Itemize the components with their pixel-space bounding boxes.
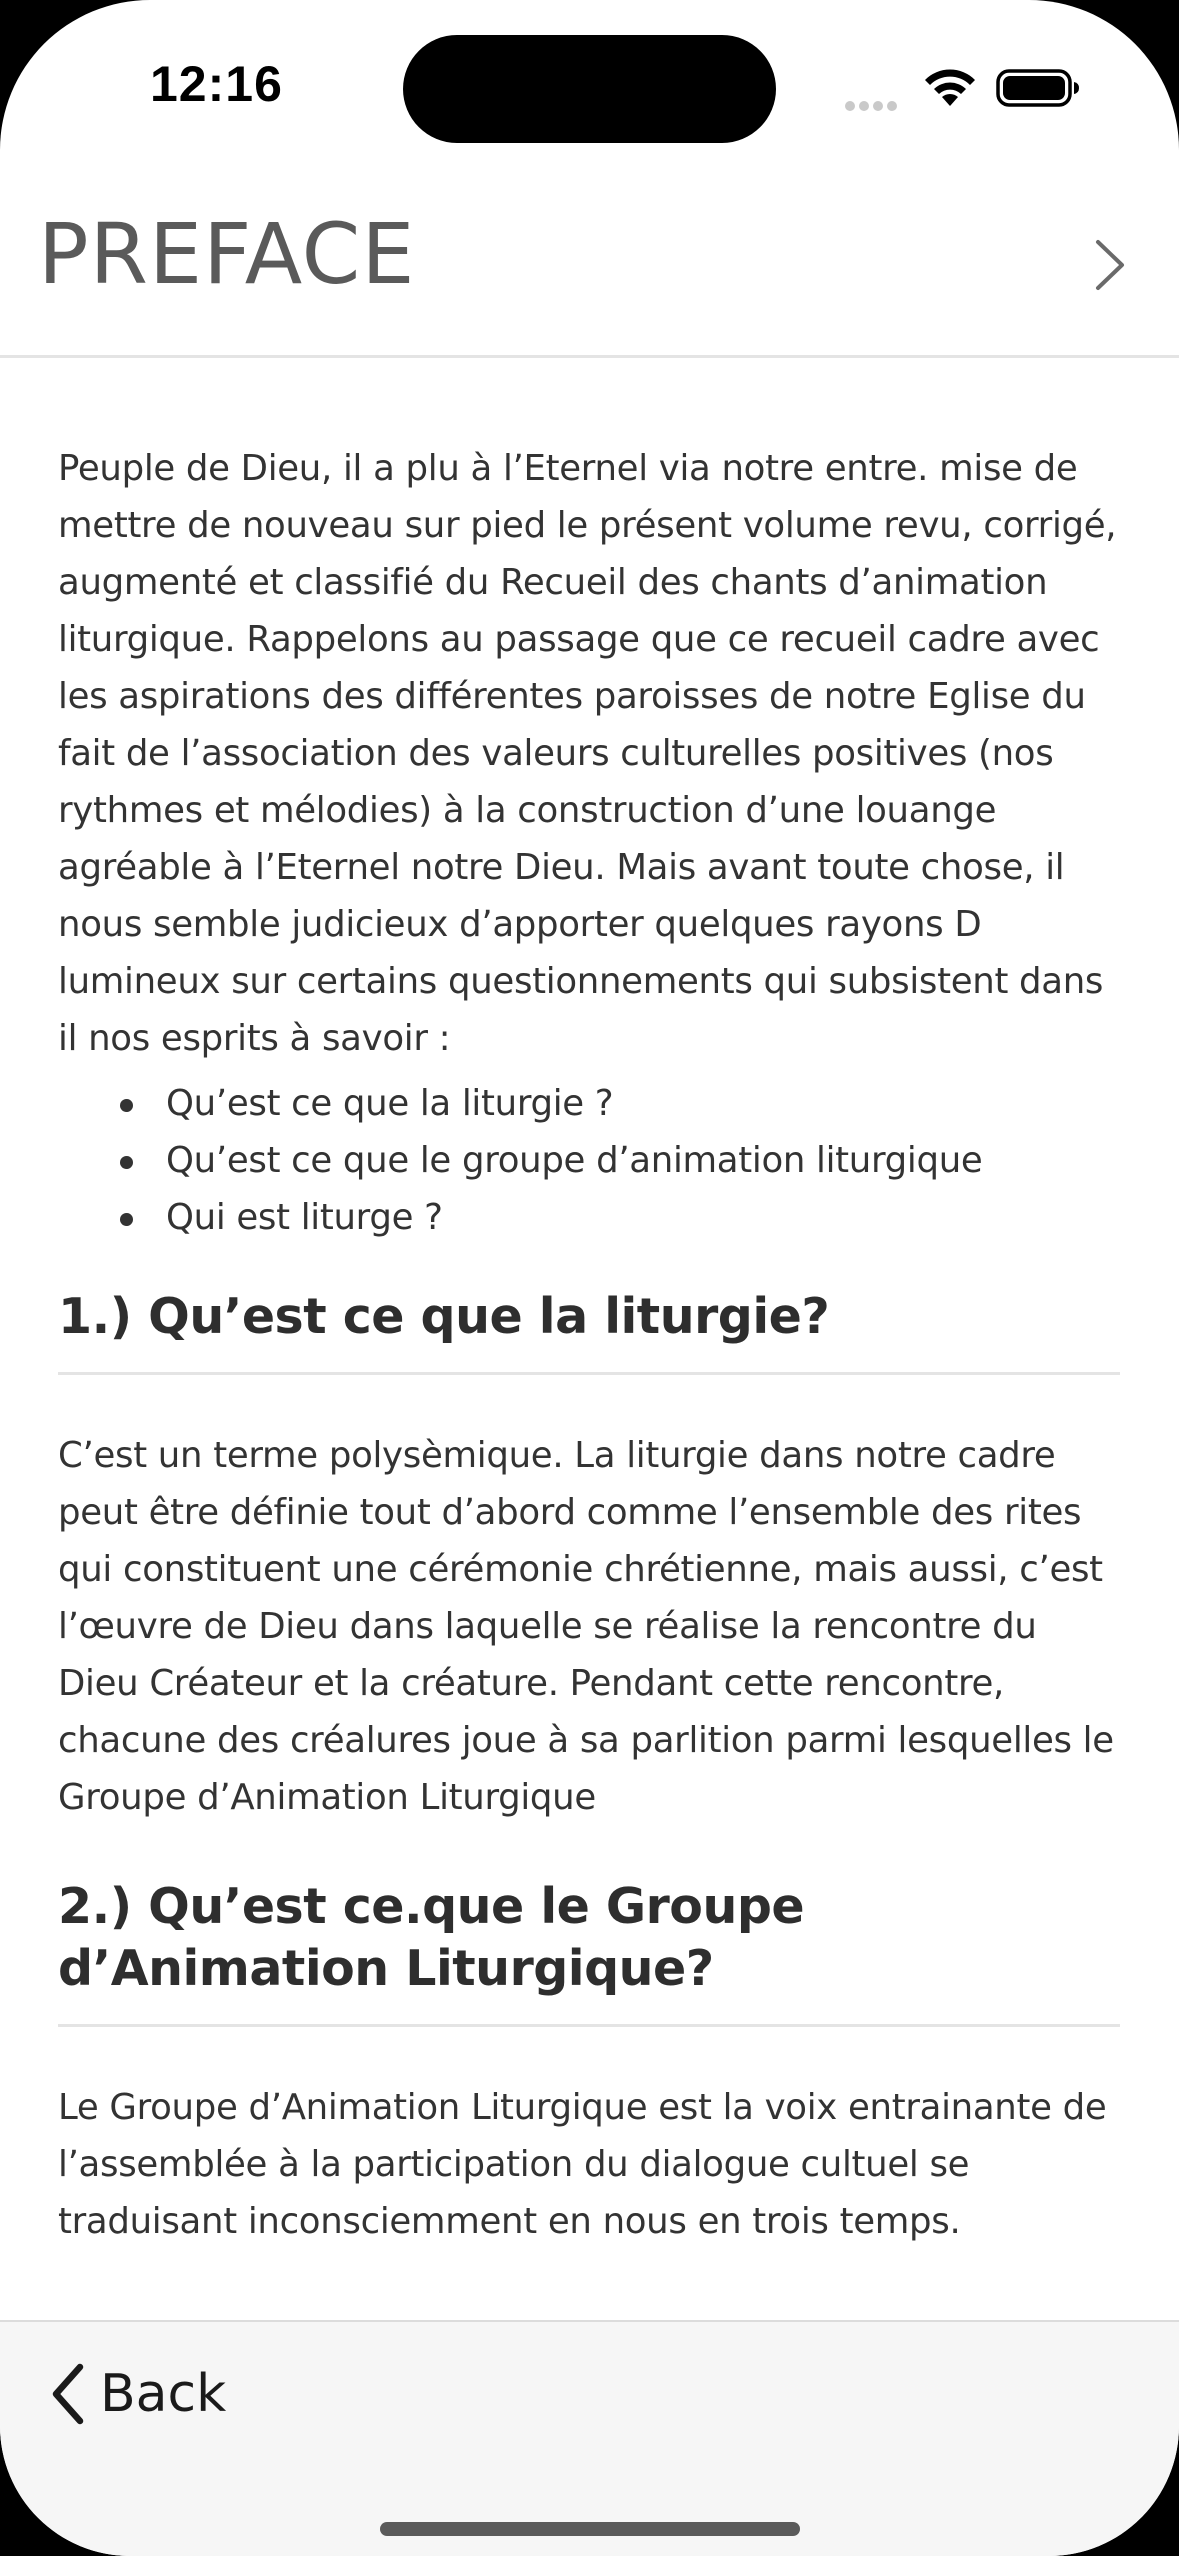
list-item: Qu’est ce que la liturgie ? — [58, 1075, 1123, 1132]
dynamic-island — [403, 35, 776, 143]
page-title: PREFACE — [38, 205, 416, 303]
section-heading-liturgy: 1.) Qu’est ce que la liturgie? — [58, 1288, 830, 1345]
section-body-liturgy: C’est un terme polysèmique. La liturgie dans notre cadre peut être définie tout d’abord comme l’ensemble des rites qui constituent une cérémonie chrétienne, mais aussi, c’est l’œuvre de Dieu dans laquelle se réalise la rencontre du Dieu Créateur et la créature. Pendant cette rencontre, chacune des créalures joue à sa parlition parmi lesquelles le Groupe d’Animation Liturgique — [58, 1435, 1114, 1818]
back-button-label: Back — [100, 2364, 227, 2424]
battery-icon — [996, 68, 1080, 108]
preface-content — [58, 440, 1123, 2250]
list-item: Qu’est ce que le groupe d’animation liturgique — [58, 1132, 1123, 1189]
section-heading-group: 2.) Qu’est ce.que le Groupe d’Animation Liturgique? — [58, 1878, 805, 1997]
home-indicator[interactable] — [380, 2522, 800, 2536]
chevron-left-icon — [48, 2361, 88, 2427]
chevron-right-icon[interactable] — [1090, 230, 1130, 300]
divider — [58, 1372, 1120, 1375]
section-body-group: Le Groupe d’Animation Liturgique est la voix entrainante de l’assemblée à la participation du dialogue cultuel se traduisant inconsciemment en nous en trois temps. — [58, 2087, 1107, 2242]
back-button[interactable] — [48, 2354, 226, 2434]
bottom-toolbar — [0, 2320, 1179, 2556]
intro-paragraph: Peuple de Dieu, il a plu à l’Eternel via notre entre. mise de mettre de nouveau sur pied le présent volume revu, corrigé, augmenté et classifié du Recueil des chants d’animation liturgique. Rappelons au passage que ce recueil cadre avec les aspirations des différentes paroisses de notre Eglise du fait de l’association des valeurs culturelles positives (nos rythmes et mélodies) à la construction d’une louange agréable à l’Eternel notre Dieu. Mais avant toute chose, il nous semble judicieux d’apporter quelques rayons D lumineux sur certains questionnements qui subsistent dans il nos esprits à savoir : — [58, 448, 1117, 1059]
page-header — [0, 175, 1179, 358]
questions-list — [58, 1075, 1123, 1246]
status-time: 12:16 — [150, 56, 283, 112]
wifi-icon — [922, 66, 978, 110]
status-bar — [0, 0, 1179, 175]
list-item: Qui est liturge ? — [58, 1189, 1123, 1246]
divider — [58, 2024, 1120, 2027]
cellular-signal-icon — [845, 96, 905, 106]
